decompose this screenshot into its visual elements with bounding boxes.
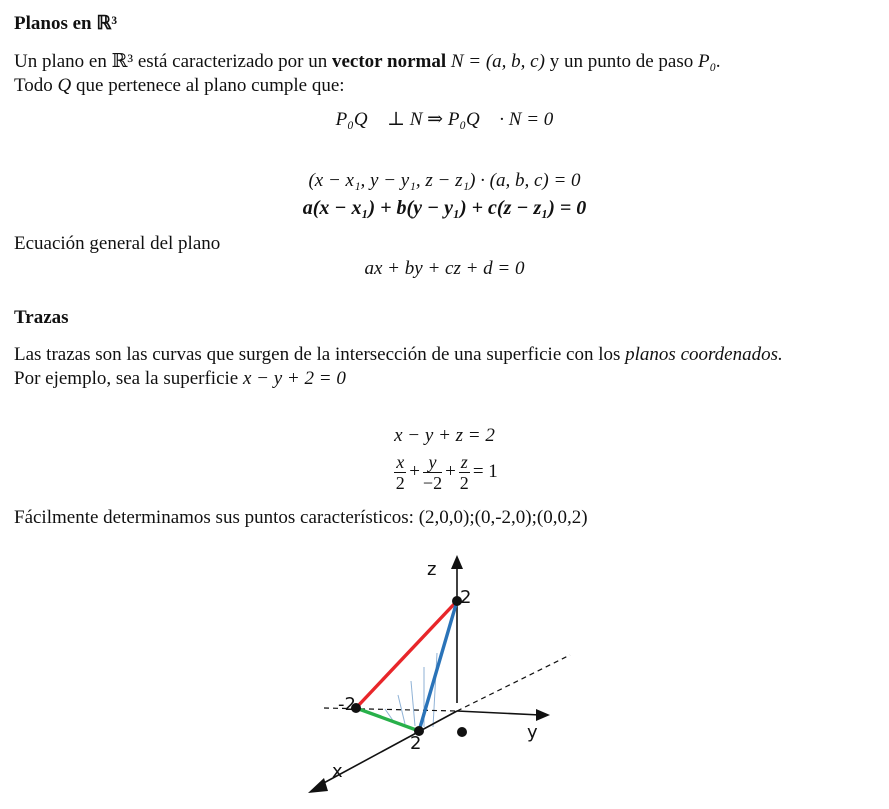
intro-paragraph-line1	[14, 50, 721, 74]
fraction-x: $\frac{x}{2}$	[395, 452, 405, 493]
trazas-paragraph-line1	[14, 343, 783, 367]
y-axis-arrow-icon	[536, 709, 550, 721]
intro-text-2: y un punto de paso	[549, 51, 694, 72]
axis-y-label: y	[527, 722, 538, 743]
label-x2: 2	[410, 733, 422, 754]
normal-vector-term: vector normal	[331, 51, 447, 72]
label-y-neg2: -2	[338, 694, 356, 715]
y-axis	[457, 711, 540, 715]
intro-text: Un plano en ℝ³ está caracterizado por un	[14, 51, 328, 72]
equation-expanded: a(x − x₁) + b(y − y₁) + c(z − z₁) = 0	[302, 197, 587, 219]
point-q: Q	[57, 75, 72, 96]
example-surface-math: x − y + 2 = 0	[242, 368, 346, 389]
axis-z-label: z	[427, 559, 437, 580]
trazas-paragraph-line2	[14, 367, 346, 391]
z-axis-arrow-icon	[451, 555, 463, 569]
depth-dashed-line	[457, 655, 570, 711]
equation-intercept-form: $\frac{x}{2}$ + $\frac{y}{-2}$ + $\frac{z}{2}$ = 1	[395, 452, 498, 493]
line2-text: Todo	[14, 75, 53, 96]
general-equation-label: Ecuación general del plano	[14, 233, 221, 254]
equation-general: ax + by + cz + d = 0	[364, 258, 525, 279]
line2-text-2: que pertenece al plano cumple que:	[76, 75, 345, 96]
equation-surface: x − y + z = 2	[394, 425, 495, 446]
fraction-z: $\frac{z}{2}$	[459, 452, 469, 493]
label-z2: 2	[460, 587, 472, 608]
section-title-trazas: Trazas	[14, 307, 69, 328]
section-title-planos: Planos en ℝ³	[14, 13, 118, 34]
trace-xy-green	[356, 708, 419, 731]
equation-orthogonality: P₀Q⃗ ⊥ N ⇒ P₀Q⃗ · N = 0	[335, 109, 554, 130]
intro-paragraph-line2	[14, 74, 345, 98]
coordinate-planes-term: planos coordenados.	[625, 344, 783, 365]
axis-x-label: x	[332, 761, 343, 782]
point-p0: P₀.	[698, 51, 721, 72]
points-values: (2,0,0);(0,-2,0);(0,0,2)	[418, 507, 588, 528]
points-paragraph	[14, 506, 588, 530]
point-extra	[457, 727, 467, 737]
example-text: Por ejemplo, sea la superficie	[14, 368, 239, 389]
equation-dot-product: (x − x₁, y − y₁, z − z₁) · (a, b, c) = 0	[308, 170, 581, 191]
points-label: Fácilmente determinamos sus puntos característicos:	[14, 507, 414, 528]
equation-rhs: = 1	[472, 460, 498, 482]
plane-hatch	[385, 653, 437, 727]
fraction-y: $\frac{y}{-2}$	[422, 452, 443, 493]
trazas-text: Las trazas son las curvas que surgen de la intersección de una superficie con los	[14, 344, 621, 365]
x-axis-arrow-icon	[308, 778, 328, 793]
normal-vector-math: N = (a, b, c)	[450, 51, 545, 72]
plane-trace-figure	[290, 545, 580, 805]
